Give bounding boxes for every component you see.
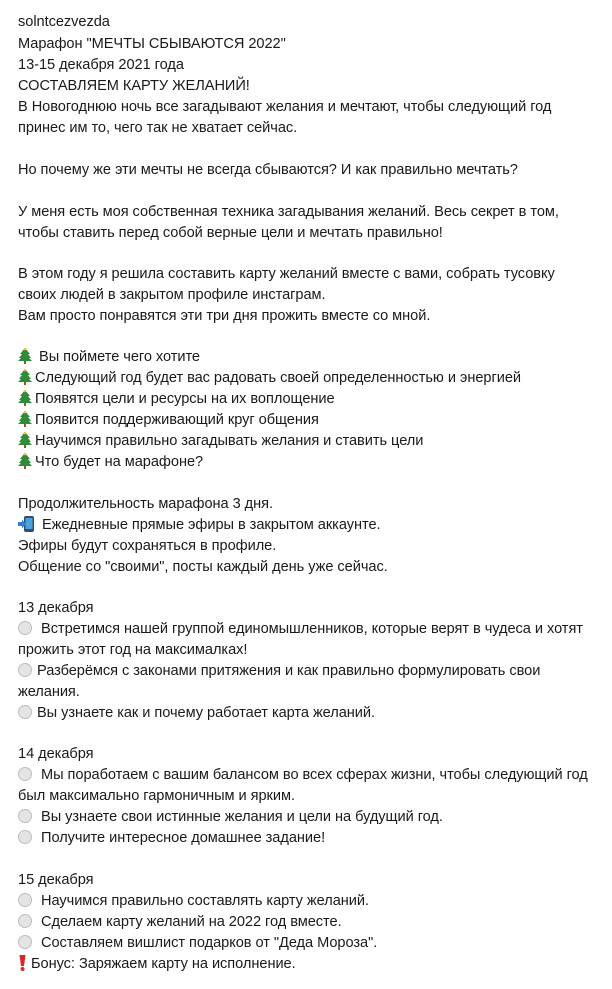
red-exclamation-icon	[18, 955, 27, 971]
intro-line: У меня есть моя собственная техника загадывания желаний. Весь секрет в том,	[18, 204, 559, 220]
christmas-tree-icon	[18, 432, 32, 448]
benefit-item	[18, 410, 606, 431]
benefit-item	[18, 389, 606, 410]
program-item	[18, 703, 606, 724]
program-item	[18, 807, 606, 828]
program-text: Вы узнаете свои истинные желания и цели на будущий год.	[37, 809, 443, 825]
benefit-text: Появятся цели и ресурсы на их воплощение	[35, 391, 335, 407]
benefit-item	[18, 368, 606, 389]
format-text: Ежедневные прямые эфиры в закрытом аккаунте.	[38, 517, 381, 533]
day-title: 15 декабря	[18, 872, 94, 888]
intro-line: В Новогоднюю ночь все загадывают желания и мечтают, чтобы следующий год	[18, 99, 552, 115]
white-circle-icon	[18, 663, 32, 677]
program-text: Разберёмся с законами притяжения и как правильно формулировать свои	[37, 663, 541, 679]
intro-line: Вам просто понравятся эти три дня прожить вместе со мной.	[18, 308, 431, 324]
program-text: Вы узнаете как и почему работает карта желаний.	[37, 705, 375, 721]
program-item	[18, 933, 606, 954]
program-text: Получите интересное домашнее задание!	[37, 830, 326, 846]
benefit-text: Научимся правильно загадывать желания и ставить цели	[35, 433, 424, 449]
program-text: Встретимся нашей группой единомышленников, которые верят в чудеса и хотят	[37, 621, 583, 637]
program-item	[18, 891, 606, 912]
program-item	[18, 912, 606, 933]
program-continuation: прожить этот год на максималках!	[18, 642, 248, 658]
benefit-item	[18, 347, 606, 368]
white-circle-icon	[18, 767, 32, 781]
program-continuation: желания.	[18, 684, 80, 700]
benefit-text: Следующий год будет вас радовать своей определенностью и энергией	[35, 370, 522, 386]
christmas-tree-icon	[18, 348, 32, 364]
format-line: Эфиры будут сохраняться в профиле.	[18, 538, 277, 554]
program-item	[18, 619, 606, 640]
program-item	[18, 828, 606, 849]
bonus-text: Бонус: Заряжаем карту на исполнение.	[31, 956, 296, 972]
christmas-tree-icon	[18, 369, 32, 385]
program-continuation: был максимально гармоничным и ярким.	[18, 788, 295, 804]
intro-line: чтобы ставить перед собой верные цели и мечтать правильно!	[18, 225, 443, 241]
format-line	[18, 515, 606, 536]
program-text: Мы поработаем с вашим балансом во всех сферах жизни, чтобы следующий год	[37, 767, 588, 783]
bonus-item	[18, 954, 606, 975]
christmas-tree-icon	[18, 453, 32, 469]
program-item	[18, 661, 606, 682]
white-circle-icon	[18, 809, 32, 823]
program-text: Научимся правильно составлять карту желаний.	[37, 893, 369, 909]
white-circle-icon	[18, 621, 32, 635]
intro-line: своих людей в закрытом профиле инстаграм.	[18, 287, 326, 303]
white-circle-icon	[18, 705, 32, 719]
username: solntcezvezda	[18, 14, 110, 30]
christmas-tree-icon	[18, 411, 32, 427]
benefit-text: Вы поймете чего хотите	[35, 349, 201, 365]
white-circle-icon	[18, 893, 32, 907]
intro-line: В этом году я решила составить карту желаний вместе с вами, собрать тусовку	[18, 266, 555, 282]
marathon-dates: 13-15 декабря 2021 года	[18, 57, 184, 73]
benefit-text: Появится поддерживающий круг общения	[35, 412, 319, 428]
program-text: Сделаем карту желаний на 2022 год вместе.	[37, 914, 342, 930]
day-title: 14 декабря	[18, 746, 94, 762]
intro-line: принес им то, чего так не хватает сейчас.	[18, 120, 298, 136]
white-circle-icon	[18, 935, 32, 949]
mobile-phone-arrow-icon	[18, 516, 35, 532]
benefit-item	[18, 452, 606, 473]
white-circle-icon	[18, 914, 32, 928]
headline: СОСТАВЛЯЕМ КАРТУ ЖЕЛАНИЙ!	[18, 78, 250, 94]
benefit-text: Что будет на марафоне?	[35, 454, 204, 470]
marathon-title: Марафон "МЕЧТЫ СБЫВАЮТСЯ 2022"	[18, 36, 286, 52]
format-line: Продолжительность марафона 3 дня.	[18, 496, 274, 512]
white-circle-icon	[18, 830, 32, 844]
format-line: Общение со "своими", посты каждый день уже сейчас.	[18, 559, 388, 575]
benefit-item	[18, 431, 606, 452]
program-item	[18, 765, 606, 786]
intro-line: Но почему же эти мечты не всегда сбываются? И как правильно мечтать?	[18, 162, 518, 178]
day-title: 13 декабря	[18, 600, 94, 616]
christmas-tree-icon	[18, 390, 32, 406]
program-text: Составляем вишлист подарков от "Деда Мороза".	[37, 935, 378, 951]
